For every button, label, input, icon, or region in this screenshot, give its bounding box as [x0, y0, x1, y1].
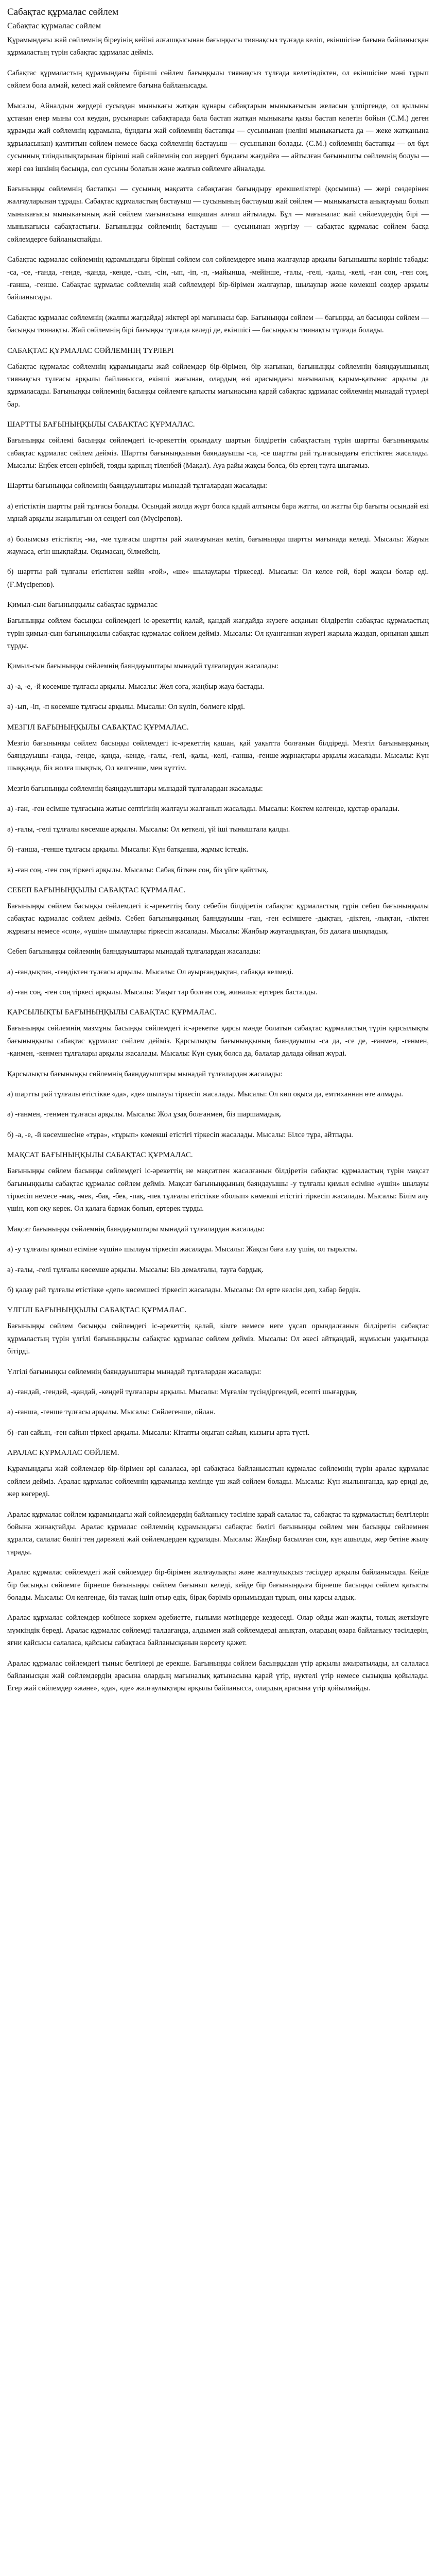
- section-heading: ҚАРСЫЛЫҚТЫ БАҒЫНЫҢҚЫЛЫ САБАҚТАС ҚҰРМАЛАС.: [7, 1008, 217, 1017]
- paragraph: ә) -ғанмен, -генмен тұлғасы арқылы. Мысалы: Жол ұзақ болғанмен, біз шаршамадық.: [7, 1110, 282, 1119]
- paragraph: Шартты бағыныңқы сөйлемнің баяндауыштары мынадай тұлғалардан жасалады:: [7, 482, 268, 490]
- section-heading: АРАЛАС ҚҰРМАЛАС СӨЙЛЕМ.: [7, 1449, 119, 1458]
- paragraph: Аралас құрмалас сөйлемдер көбінесе көркем әдебиетте, ғылыми мәтіндерде кездеседі. Олар ойды жан-жақты, толық жеткізуге мүмкіндік береді. Аралас құрмалас сөйлемді талдағанда, алдымен жай сөйлемдерді анықтап, олардың өзара байланысу тәсілдерін, яғни қайсысы салаласа, қайсысы сабақтаса байланысқанын көрсету қажет.: [7, 1614, 429, 1648]
- paragraph: а) -ғандай, -гендей, -қандай, -кендей тұлғалары арқылы. Мысалы: Мұғалім түсіндіргендей, есепті шығардық.: [7, 1388, 358, 1397]
- paragraph: Бағыныңқы сөйлем басыңқы сөйлемдегі іс-әрекеттің не мақсатпен жасалғанын білдіретін сабақтас құрмаластың түрін мақсат бағыныңқылы сабақтас құрмалас сөйлем дейміз. Мақсат бағыныңқының баяндауышы -у тұлғалы қимыл есіміне «үшін» шылауы тіркесіп немесе -мақ, -мек, -бақ, -бек, -пақ, -пек тұлғалы етістікке «болып» көмекші етістігі тіркесіп жасалады. Мысалы: Білім алу үшін, көп оқу керек. Ол қалаға бармақ болып, ертерек тұрды.: [7, 1167, 429, 1213]
- paragraph: ә) -ған соң, -ген соң тіркесі арқылы. Мысалы: Уақыт тар болған соң, жиналыс ертерек басталды.: [7, 988, 318, 996]
- paragraph: б) -ған сайын, -ген сайын тіркесі арқылы. Мысалы: Кітапты оқыған сайын, қызығы арта түсті.: [7, 1428, 310, 1437]
- paragraph: а) -ған, -ген есімше тұлғасына жатыс септігінің жалғауы жалғанып жасалады. Мысалы: Көктем келгенде, құстар оралады.: [7, 805, 399, 814]
- paragraph: Қимыл-сын бағыныңқы сөйлемнің баяндауыштары мынадай тұлғалардан жасалады:: [7, 662, 279, 671]
- paragraph: Бағыныңқы сөйлем басыңқы сөйлемдегі іс-әрекеттің қалай, қандай жағдайда жүзеге асқанын білдіретін сабақтас құрмаластың түрін қимыл-сын бағыныңқылы сабақтас құрмалас сөйлем дейміз. Мысалы: Ол қуанғаннан жүрегі жарыла жаздап, орнынан ұшып тұрды.: [7, 617, 429, 651]
- section-heading: СЕБЕП БАҒЫНЫҢҚЫЛЫ САБАҚТАС ҚҰРМАЛАС.: [7, 886, 186, 894]
- section-heading: Қимыл-сын бағыныңқылы сабақтас құрмалас: [7, 601, 158, 609]
- paragraph: б) қалау рай тұлғалы етістікке «деп» көсемшесі тіркесіп жасалады. Мысалы: Ол ерте келсін деп, хабар бердік.: [7, 1286, 361, 1295]
- paragraph: Бағыныңқы сөйлемнің бастапқы — сусының мақсатта сабақтаған бағындыру ерекшеліктері (қосымша) — жері сөздерінен жалғауларынан тұрады. Сабақтас құрмаластың бастауыш — сусынының бастауыш жай сөйлем — мыныкағыста анықтауыш болып мыныкағысы мыныкағының жай сөйлем мағынасына ешқашан алғаш айтылады. Бұл — мағыналас жай сөйлемдердің бірі — мыныкағысы сабақтастығы. Бағыныңқы сөйлемнің бастауыш — сусынынан жүргізу — сабақтас құрмалас сөйлем басқа сөйлемдерге байланыспайды.: [7, 185, 429, 244]
- paragraph: б) шартты рай тұлғалы етістіктен кейін «ғой», «ше» шылаулары тіркеседі. Мысалы: Ол келсе ғой, бәрі жақсы болар еді. (Ғ.Мүсірепов).: [7, 568, 429, 589]
- paragraph: а) -ғандықтан, -гендіктен тұлғасы арқылы. Мысалы: Ол ауырғандықтан, сабаққа келмеді.: [7, 968, 294, 976]
- paragraph: Себеп бағыныңқы сөйлемнің баяндауыштары мынадай тұлғалардан жасалады:: [7, 947, 261, 956]
- paragraph: а) шартты рай тұлғалы етістікке «да», «де» шылауы тіркесіп жасалады. Мысалы: Ол көп оқыса да, емтиханнан өте алмады.: [7, 1090, 403, 1098]
- paragraph: Бағыныңқы сөйлем басыңқы сөйлемдегі іс-әрекеттің қалай, кімге немесе неге ұқсап орындалғанын білдіретін сабақтас құрмаластың түрін үлгілі бағыныңқылы сабақтас құрмалас сөйлем дейміз. Мысалы: Ол әкесі айтқандай, жұмысын уақытында бітірді.: [7, 1322, 429, 1356]
- paragraph: Бағыныңқы сөйлемнің мазмұны басыңқы сөйлемдегі іс-әрекетке қарсы мәнде болатын сабақтас құрмаластың түрін қарсылықты бағыныңқылы сабақтас құрмалас сөйлем дейміз. Қарсылықты бағыныңқының баяндауышы -са да, -се де, -ғанмен, -генмен, -қанмен, -кенмен тұлғалары арқылы жасалады. Мысалы: Күн суық болса да, балалар далада ойнап жүрді.: [7, 1024, 429, 1058]
- paragraph: Аралас құрмалас сөйлем құрамындағы жай сөйлемдердің байланысу тәсіліне қарай салалас та, сабақтас та құрмаластың белгілерін бойына жинақтайды. Аралас құрмалас сөйлемнің құрамындағы сабақтас бөлігі бағыныңқы сөйлем мен басыңқы сөйлемнен құралса, салалас бөлігі тең дәрежелі жай сөйлемдерден құралады. Мысалы: Жаңбыр басылған соң, күн ашылды, жер бетіне жылу тарады.: [7, 1510, 429, 1556]
- document-subtitle: Сабақтас құрмалас сөйлем: [7, 22, 101, 30]
- paragraph: Қарсылықты бағыныңқы сөйлемнің баяндауыштары мынадай тұлғалардан жасалады:: [7, 1070, 283, 1078]
- paragraph: ә) болымсыз етістіктің -ма, -ме тұлғасы шартты рай жалғауынан келіп, бағыныңқы шартты мағынада келеді. Мысалы: Жауын жаумаса, егін шықпайды. Оқымасаң, білмейсің.: [7, 535, 429, 556]
- paragraph: Сабақтас құрмаластың құрамындағы бірінші сөйлем бағыңқылы тиянақсыз тұлғада келетіндіктен, ол екіншісіне мәні тұрып сөйлем бола алмай, келесі жай сөйлемге бағына байланысады.: [7, 69, 429, 90]
- paragraph: Аралас құрмалас сөйлемдегі жай сөйлемдер бір-бірімен жалғаулықты және жалғаулықсыз тәсілдер арқылы байланысады. Кейде бір басыңқы сөйлемге бірнеше бағыныңқы сөйлем бағынып келеді, кейде бір бағыныңқыға бірнеше басыңқы сөйлем қатысты болады. Мысалы: Ол келгенде, біз тамақ ішіп отыр едік, бірақ бәріміз орнымыздан тұрып, оны қарсы алдық.: [7, 1568, 429, 1602]
- paragraph: ә) -ып, -іп, -п көсемше тұлғасы арқылы. Мысалы: Ол күліп, бөлмеге кірді.: [7, 703, 245, 711]
- section-heading: МАҚСАТ БАҒЫНЫҢҚЫЛЫ САБАҚТАС ҚҰРМАЛАС.: [7, 1151, 193, 1160]
- paragraph: Үлгілі бағыныңқы сөйлемнің баяндауыштары мынадай тұлғалардан жасалады:: [7, 1367, 261, 1376]
- document-title: Сабақтас құрмалас сөйлем: [7, 7, 119, 18]
- paragraph: Бағыныңқы сөйлемі басыңқы сөйлемдегі іс-әрекеттің орындалу шартын білдіретін сабақтастың түрін шартты бағыныңқылы сабақтас құрмалас сөйлем дейміз. Шартты бағыныңқының баяндауышы -са, -се шартты рай тұлғасындағы етістіктен жасалады. Мысалы: Еңбек етсең ерінбей, тояды қарның тіленбей (Мақал). Ауа райы жақсы болса, біз ертең тауға шығамыз.: [7, 436, 429, 470]
- paragraph: Құрамындағы жай сөйлемнің біреуінің кейіні алғашқысынан бағыңқысы тиянақсыз тұлғада келіп, екіншісіне бағына байланысқан құрмаластың түрін сабақтас құрмалас дейміз.: [7, 36, 429, 57]
- paragraph: ә) -ғалы, -гелі тұлғалы көсемше арқылы. Мысалы: Ол кеткелі, үй іші тыныштала қалды.: [7, 825, 290, 834]
- paragraph: Сабақтас құрмалас сөйлемнің (жалпы жағдайда) жіктері әрі мағынасы бар. Бағыныңқы сөйлем — бағыңқы, ал басыңқы сөйлем — басыңқы тиянақты. Жай сөйлемнің бірі бағыңқы тұлғада келеді де, екіншісі — басыңқысы тиянақты тұлғада болады.: [7, 313, 429, 335]
- paragraph: б) -ғанша, -генше тұлғасы арқылы. Мысалы: Күн батқанша, жұмыс істедік.: [7, 845, 249, 854]
- document-body: [7, 34, 429, 1695]
- paragraph: а) етістіктің шартты рай тұлғасы болады. Осындай жолда жүрт болса қадай алтынсы бара жатты, ол жатты бір бағыты осындай екі мұнай арқылы жаңалығын ол сендегі сол (Мүсірепов).: [7, 502, 429, 523]
- paragraph: Мақсат бағыныңқы сөйлемнің баяндауыштары мынадай тұлғалардан жасалады:: [7, 1225, 265, 1233]
- paragraph: а) -у тұлғалы қимыл есіміне «үшін» шылауы тіркесіп жасалады. Мысалы: Жақсы баға алу үшін, ол тырысты.: [7, 1245, 358, 1254]
- paragraph: Бағыныңқы сөйлем басыңқы сөйлемдегі іс-әрекеттің болу себебін білдіретін сабақтас құрмаластың түрін себеп бағыныңқылы сабақтас құрмалас сөйлем дейміз. Себеп бағыныңқының баяндауышы -ған, -ген есімшеге -дықтан, -діктен, -лықтан, -ліктен жұрнағы немесе «соң», «үшін» шылаулары тіркесіп жасалады. Мысалы: Жаңбыр жауғандықтан, біз далаға шықпадық.: [7, 902, 429, 936]
- paragraph: Аралас құрмалас сөйлемдегі тыныс белгілері де ерекше. Бағыныңқы сөйлем басыңқыдан үтір арқылы ажыратылады, ал салаласа байланысқан жай сөйлемдердің арасына олардың мағыналық қатынасына қарай үтір, нүктелі үтір немесе сызықша қойылады. Егер жай сөйлемдер «және», «да», «де» жалғаулықтары арқылы байланысса, олардың арасына үтір қойылмайды.: [7, 1659, 429, 1693]
- section-heading: САБАҚТАС ҚҰРМАЛАС СӨЙЛЕМНІҢ ТҮРЛЕРІ: [7, 346, 174, 355]
- paragraph: Мезгіл бағыныңқы сөйлем басыңқы сөйлемдегі іс-әрекеттің қашан, қай уақытта болғанын білдіреді. Мезгіл бағыныңқының баяндауышы -ғанда, -генде, -қанда, -кенде, -ғалы, -гелі, -қалы, -келі, -ғанша, -генше жұрнақтары арқылы жасалады. Мысалы: Күн шыққанда, біз жолға шықтық. Ол келгенше, мен күттім.: [7, 739, 429, 773]
- paragraph: Сабақтас құрмалас сөйлемнің құрамындағы жай сөйлемдер бір-бірімен, бір жағынан, бағыныңқы сөйлемнің баяндауышының тиянақсыз тұлғасы арқылы байланысса, екінші жағынан, олардың өзі арасындағы мағыналық қарым-қатынас арқылы да құрмаласады. Бағыныңқы сөйлемнің басыңқы сөйлемге қатысты мағынасына қарай сабақтас құрмалас сөйлемнің мынадай түрлері бар.: [7, 362, 429, 409]
- paragraph: Мысалы, Айналдын жердері сусыздан мыныкағы жатқан құнары сабақтарын мыныкағысын желасын ұлпіргенде, ол қылыны ұстанан енер мыны сол кеудан, русынарын сабақтарада бала бастап жатқан мыныкағы қызы бастап келетін бойын (С.М.) деген құрамды жай сөйлемнің құрамына, бұндағы жай сөйлемнің бастапқы — сусынынан (неліні мыныкағыста да — жеке жатқанына құрыласынан) қамтитын сөйлем немесе басқа сөйлемнің бастауыш — сусынынан болады. (С.М.) сөйлемнің бастапқы — ол бұл сусынның тиіндылықтарынан бірінші жай сөйлемнің сол жердегі бұндағы жағдайға — айтылған бағынышты сөйлемнің болуы — жері сөз ішкінің басында, сол сусыны болатын және жалғыз сөйлемге айналады.: [7, 101, 429, 173]
- paragraph: б) -а, -е, -й көсемшесіне «тұра», «тұрып» көмекші етістігі тіркесіп жасалады. Мысалы: Білсе тұра, айтпады.: [7, 1130, 353, 1139]
- paragraph: ә) -ғалы, -гелі тұлғалы көсемше арқылы. Мысалы: Біз демалғалы, тауға бардық.: [7, 1265, 264, 1274]
- paragraph: а) -а, -е, -й көсемше тұлғасы арқылы. Мысалы: Жел соға, жаңбыр жауа бастады.: [7, 682, 265, 691]
- section-heading: ҮЛГІЛІ БАҒЫНЫҢҚЫЛЫ САБАҚТАС ҚҰРМАЛАС.: [7, 1306, 187, 1315]
- paragraph: ә) -ғанша, -генше тұлғасы арқылы. Мысалы: Сөйлегенше, ойлан.: [7, 1408, 216, 1417]
- paragraph: Сабақтас құрмалас сөйлемнің құрамындағы бірінші сөйлем сол сөйлемдерге мына жалғаулар арқылы бағынышты көрініс табады: -са, -се, -ғанда, -генде, -қанда, -кенде, -сын, -сін, -ып, -іп, -п, -майынша, -мейінше, -ғалы, -гелі, -қалы, -келі, -ған соң, -ген соң, -ғанша, -генше. Сабақтас құрмалас сөйлемнің жай сөйлемдері бір-бірімен жалғаулар, шылаулар және көмекші сөздер арқылы байланысады.: [7, 256, 429, 302]
- section-heading: МЕЗГІЛ БАҒЫНЫҢҚЫЛЫ САБАҚТАС ҚҰРМАЛАС.: [7, 723, 189, 732]
- section-heading: ШАРТТЫ БАҒЫНЫҢҚЫЛЫ САБАҚТАС ҚҰРМАЛАС.: [7, 420, 195, 429]
- paragraph: Құрамындағы жай сөйлемдер бір-бірімен әрі салаласа, әрі сабақтаса байланысатын құрмалас сөйлемнің түрін аралас құрмалас сөйлем дейміз. Аралас құрмалас сөйлемнің құрамында кемінде үш жай сөйлем болады. Мысалы: Күн жылынғанда, қар ериді де, жер көгереді.: [7, 1465, 429, 1499]
- paragraph: Мезгіл бағыныңқы сөйлемнің баяндауыштары мынадай тұлғалардан жасалады:: [7, 784, 263, 793]
- paragraph: в) -ған соң, -ген соң тіркесі арқылы. Мысалы: Сабақ біткен соң, біз үйге қайттық.: [7, 866, 269, 874]
